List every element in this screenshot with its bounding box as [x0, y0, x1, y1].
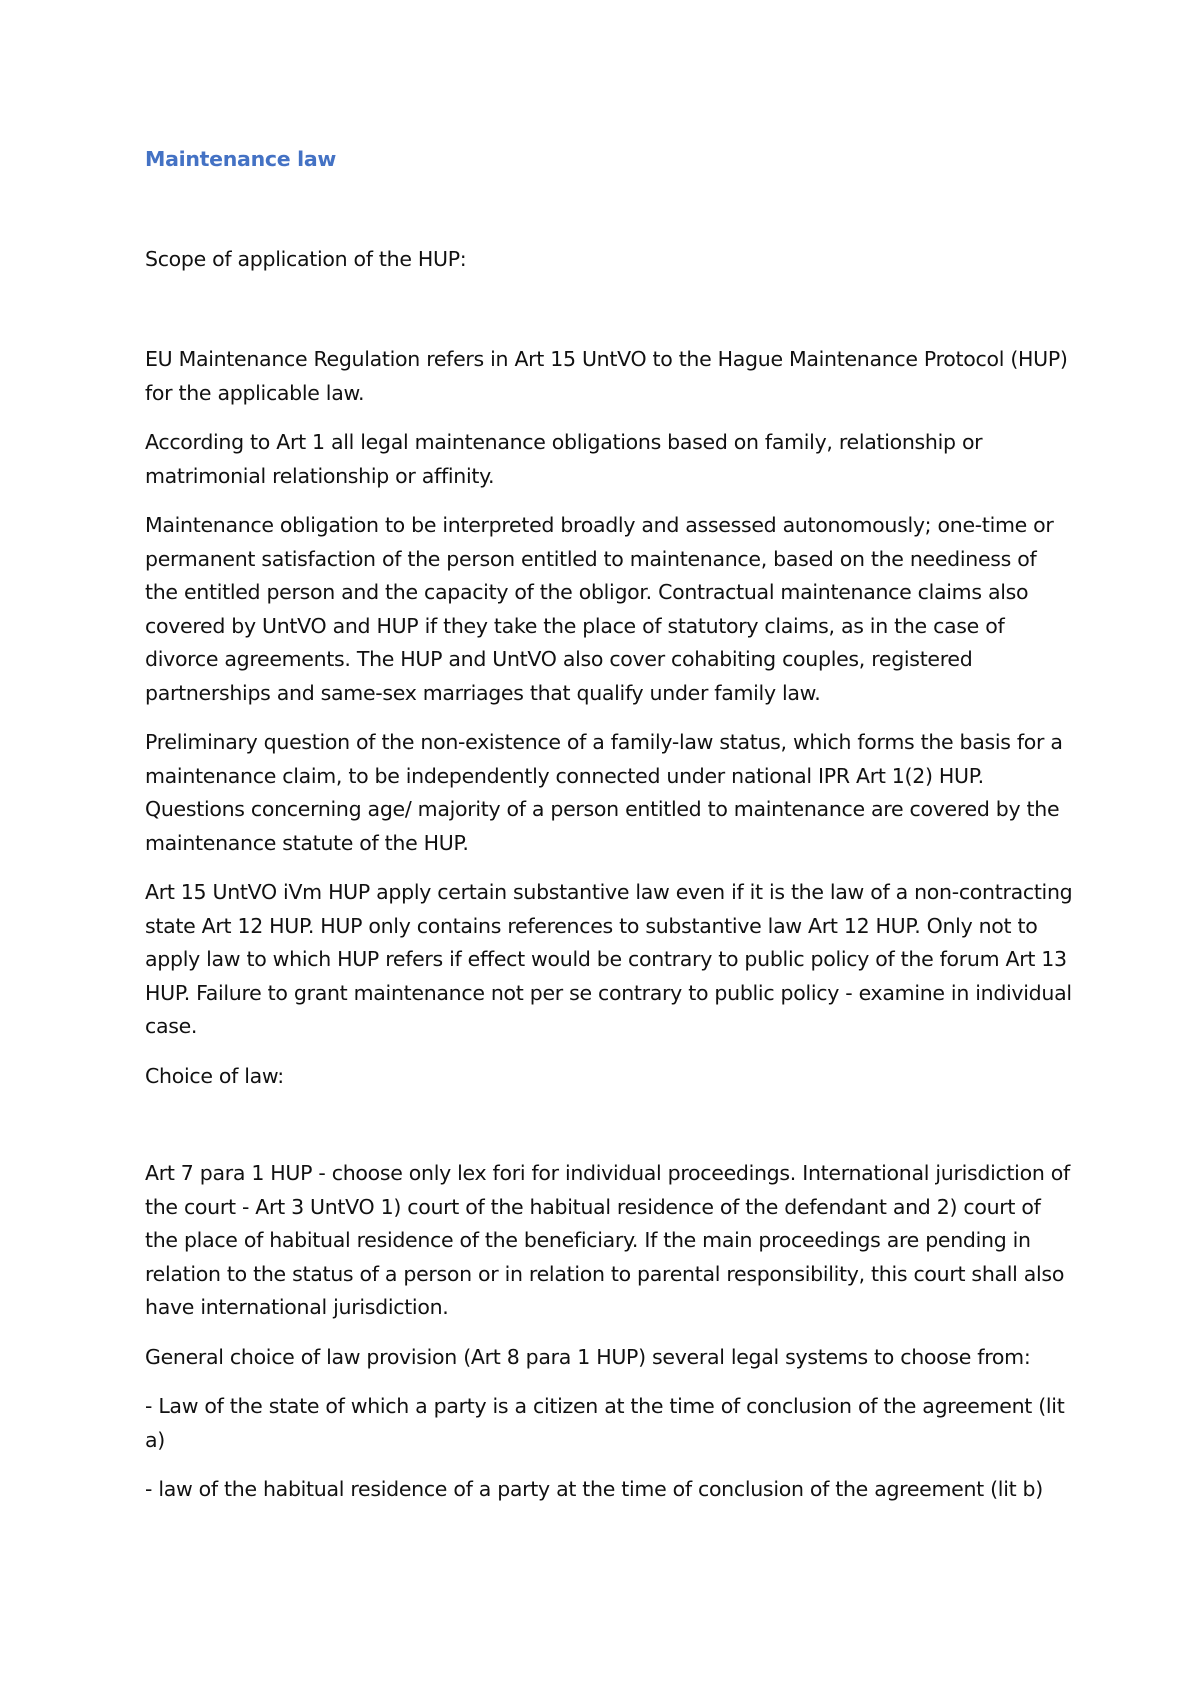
spacer — [145, 276, 1075, 343]
document-body — [145, 143, 1075, 1523]
spacer — [145, 177, 1075, 243]
paragraph: Preliminary question of the non-existence of a family-law status, which forms the basis for a maintenance claim, to be independently connected under national IPR Art 1(2) HUP. Questions concerning age/ majority of a person entitled to maintenance are covered by the maintenance statute of the HUP. — [145, 730, 1063, 855]
section-heading-scope: Scope of application of the HUP: — [145, 246, 467, 271]
list-item: - law of the habitual residence of a party at the time of conclusion of the agreement (lit b) — [145, 1477, 1043, 1501]
spacer — [145, 1093, 1075, 1157]
paragraph: EU Maintenance Regulation refers in Art 15 UntVO to the Hague Maintenance Protocol (HUP) for the applicable law. — [145, 347, 1068, 405]
section-heading-choice-of-law: Choice of law: — [145, 1063, 284, 1088]
paragraph: Maintenance obligation to be interpreted broadly and assessed autonomously; one-time or permanent satisfaction of the person entitled to maintenance, based on the neediness of the entitled person and the capacity of the obligor. Contractual maintenance claims also covered by UntVO and HUP if they take the place of statutory claims, as in the case of divorce agreements. The HUP and UntVO also cover cohabiting couples, registered partnerships and same-sex marriages that qualify under family law. — [145, 513, 1054, 705]
paragraph: Art 15 UntVO iVm HUP apply certain substantive law even if it is the law of a non-contracting state Art 12 HUP. HUP only contains references to substantive law Art 12 HUP. Only not to apply law to which HUP refers if effect would be contrary to public policy of the forum Art 13 HUP. Failure to grant maintenance not per se contrary to public policy - examine in individual case. — [145, 880, 1073, 1038]
paragraph: General choice of law provision (Art 8 para 1 HUP) several legal systems to choose from: — [145, 1344, 1031, 1369]
document-title: Maintenance law — [145, 147, 337, 171]
paragraph: Art 7 para 1 HUP - choose only lex fori for individual proceedings. International jurisdiction of the court - Art 3 UntVO 1) court of the habitual residence of the defendant and 2) court of the place of habitual residence of the beneficiary. If the main proceedings are pending in relation to the status of a person or in relation to parental responsibility, this court shall also have international jurisdiction. — [145, 1161, 1070, 1319]
list-item: - Law of the state of which a party is a citizen at the time of conclusion of the agreement (lit a) — [145, 1394, 1065, 1452]
paragraph: According to Art 1 all legal maintenance obligations based on family, relationship or matrimonial relationship or affinity. — [145, 430, 983, 488]
